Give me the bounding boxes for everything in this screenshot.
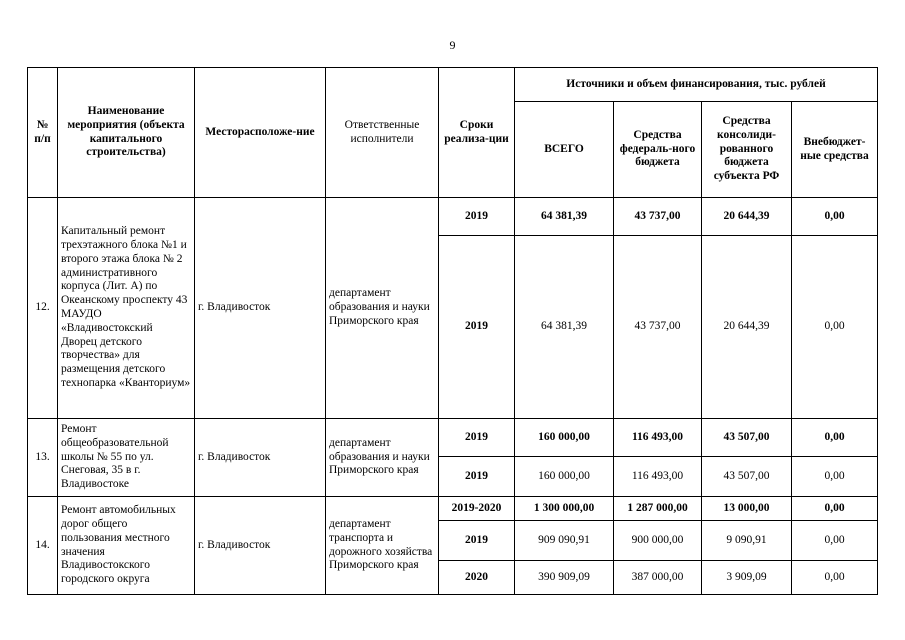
row-extra: 0,00 — [792, 419, 878, 457]
table-row — [28, 497, 878, 521]
header-num: № п/п — [28, 68, 58, 198]
row-year: 2019 — [439, 236, 515, 419]
row-location: г. Владивосток — [195, 419, 326, 497]
row-federal: 387 000,00 — [614, 561, 702, 595]
row-extra: 0,00 — [792, 236, 878, 419]
row-name: Капитальный ремонт трехэтажного блока №1 и второго этажа блока № 2 административного корпуса (Лит. А) по Океанскому проспекту 43 МАУДО «Владивостокский Дворец детского творчества» для размещения детского технопарка «Кванториум» — [58, 198, 195, 419]
row-total: 64 381,39 — [515, 236, 614, 419]
row-regional: 20 644,39 — [702, 236, 792, 419]
row-name: Ремонт автомобильных дорог общего пользования местного значения Владивостокского городского округа — [58, 497, 195, 595]
row-federal: 43 737,00 — [614, 198, 702, 236]
row-extra: 0,00 — [792, 457, 878, 497]
row-year: 2019 — [439, 198, 515, 236]
header-regional: Средства консолиди-рованного бюджета субъекта РФ — [702, 102, 792, 198]
table-row — [28, 419, 878, 457]
row-year: 2019-2020 — [439, 497, 515, 521]
row-federal: 1 287 000,00 — [614, 497, 702, 521]
row-federal: 116 493,00 — [614, 457, 702, 497]
header-name: Наименование мероприятия (объекта капитального строительства) — [58, 68, 195, 198]
row-location: г. Владивосток — [195, 497, 326, 595]
row-federal: 900 000,00 — [614, 521, 702, 561]
row-executor: департамент транспорта и дорожного хозяйства Приморского края — [326, 497, 439, 595]
row-executor: департамент образования и науки Приморского края — [326, 198, 439, 419]
financing-table — [27, 67, 878, 595]
header-executors: Ответственные исполнители — [326, 68, 439, 198]
row-regional: 20 644,39 — [702, 198, 792, 236]
row-regional: 13 000,00 — [702, 497, 792, 521]
row-location: г. Владивосток — [195, 198, 326, 419]
row-regional: 43 507,00 — [702, 419, 792, 457]
row-year: 2019 — [439, 419, 515, 457]
row-year: 2019 — [439, 457, 515, 497]
row-extra: 0,00 — [792, 497, 878, 521]
row-year: 2019 — [439, 521, 515, 561]
row-regional: 3 909,09 — [702, 561, 792, 595]
row-total: 1 300 000,00 — [515, 497, 614, 521]
row-name: Ремонт общеобразовательной школы № 55 по ул. Снеговая, 35 в г. Владивостоке — [58, 419, 195, 497]
row-total: 64 381,39 — [515, 198, 614, 236]
row-federal: 43 737,00 — [614, 236, 702, 419]
row-total: 390 909,09 — [515, 561, 614, 595]
row-num: 12. — [28, 198, 58, 419]
row-extra: 0,00 — [792, 198, 878, 236]
row-federal: 116 493,00 — [614, 419, 702, 457]
header-terms: Сроки реализа-ции — [439, 68, 515, 198]
header-total: ВСЕГО — [515, 102, 614, 198]
header-federal: Средства федераль-ного бюджета — [614, 102, 702, 198]
row-total: 909 090,91 — [515, 521, 614, 561]
page-number: 9 — [449, 38, 456, 52]
row-regional: 9 090,91 — [702, 521, 792, 561]
row-num: 14. — [28, 497, 58, 595]
row-executor: департамент образования и науки Приморского края — [326, 419, 439, 497]
row-num: 13. — [28, 419, 58, 497]
table-row — [28, 198, 878, 236]
row-extra: 0,00 — [792, 521, 878, 561]
header-sources-title: Источники и объем финансирования, тыс. рублей — [515, 68, 878, 102]
header-extra: Внебюджет-ные средства — [792, 102, 878, 198]
row-year: 2020 — [439, 561, 515, 595]
row-total: 160 000,00 — [515, 457, 614, 497]
row-regional: 43 507,00 — [702, 457, 792, 497]
row-extra: 0,00 — [792, 561, 878, 595]
row-total: 160 000,00 — [515, 419, 614, 457]
header-location: Месторасположе-ние — [195, 68, 326, 198]
